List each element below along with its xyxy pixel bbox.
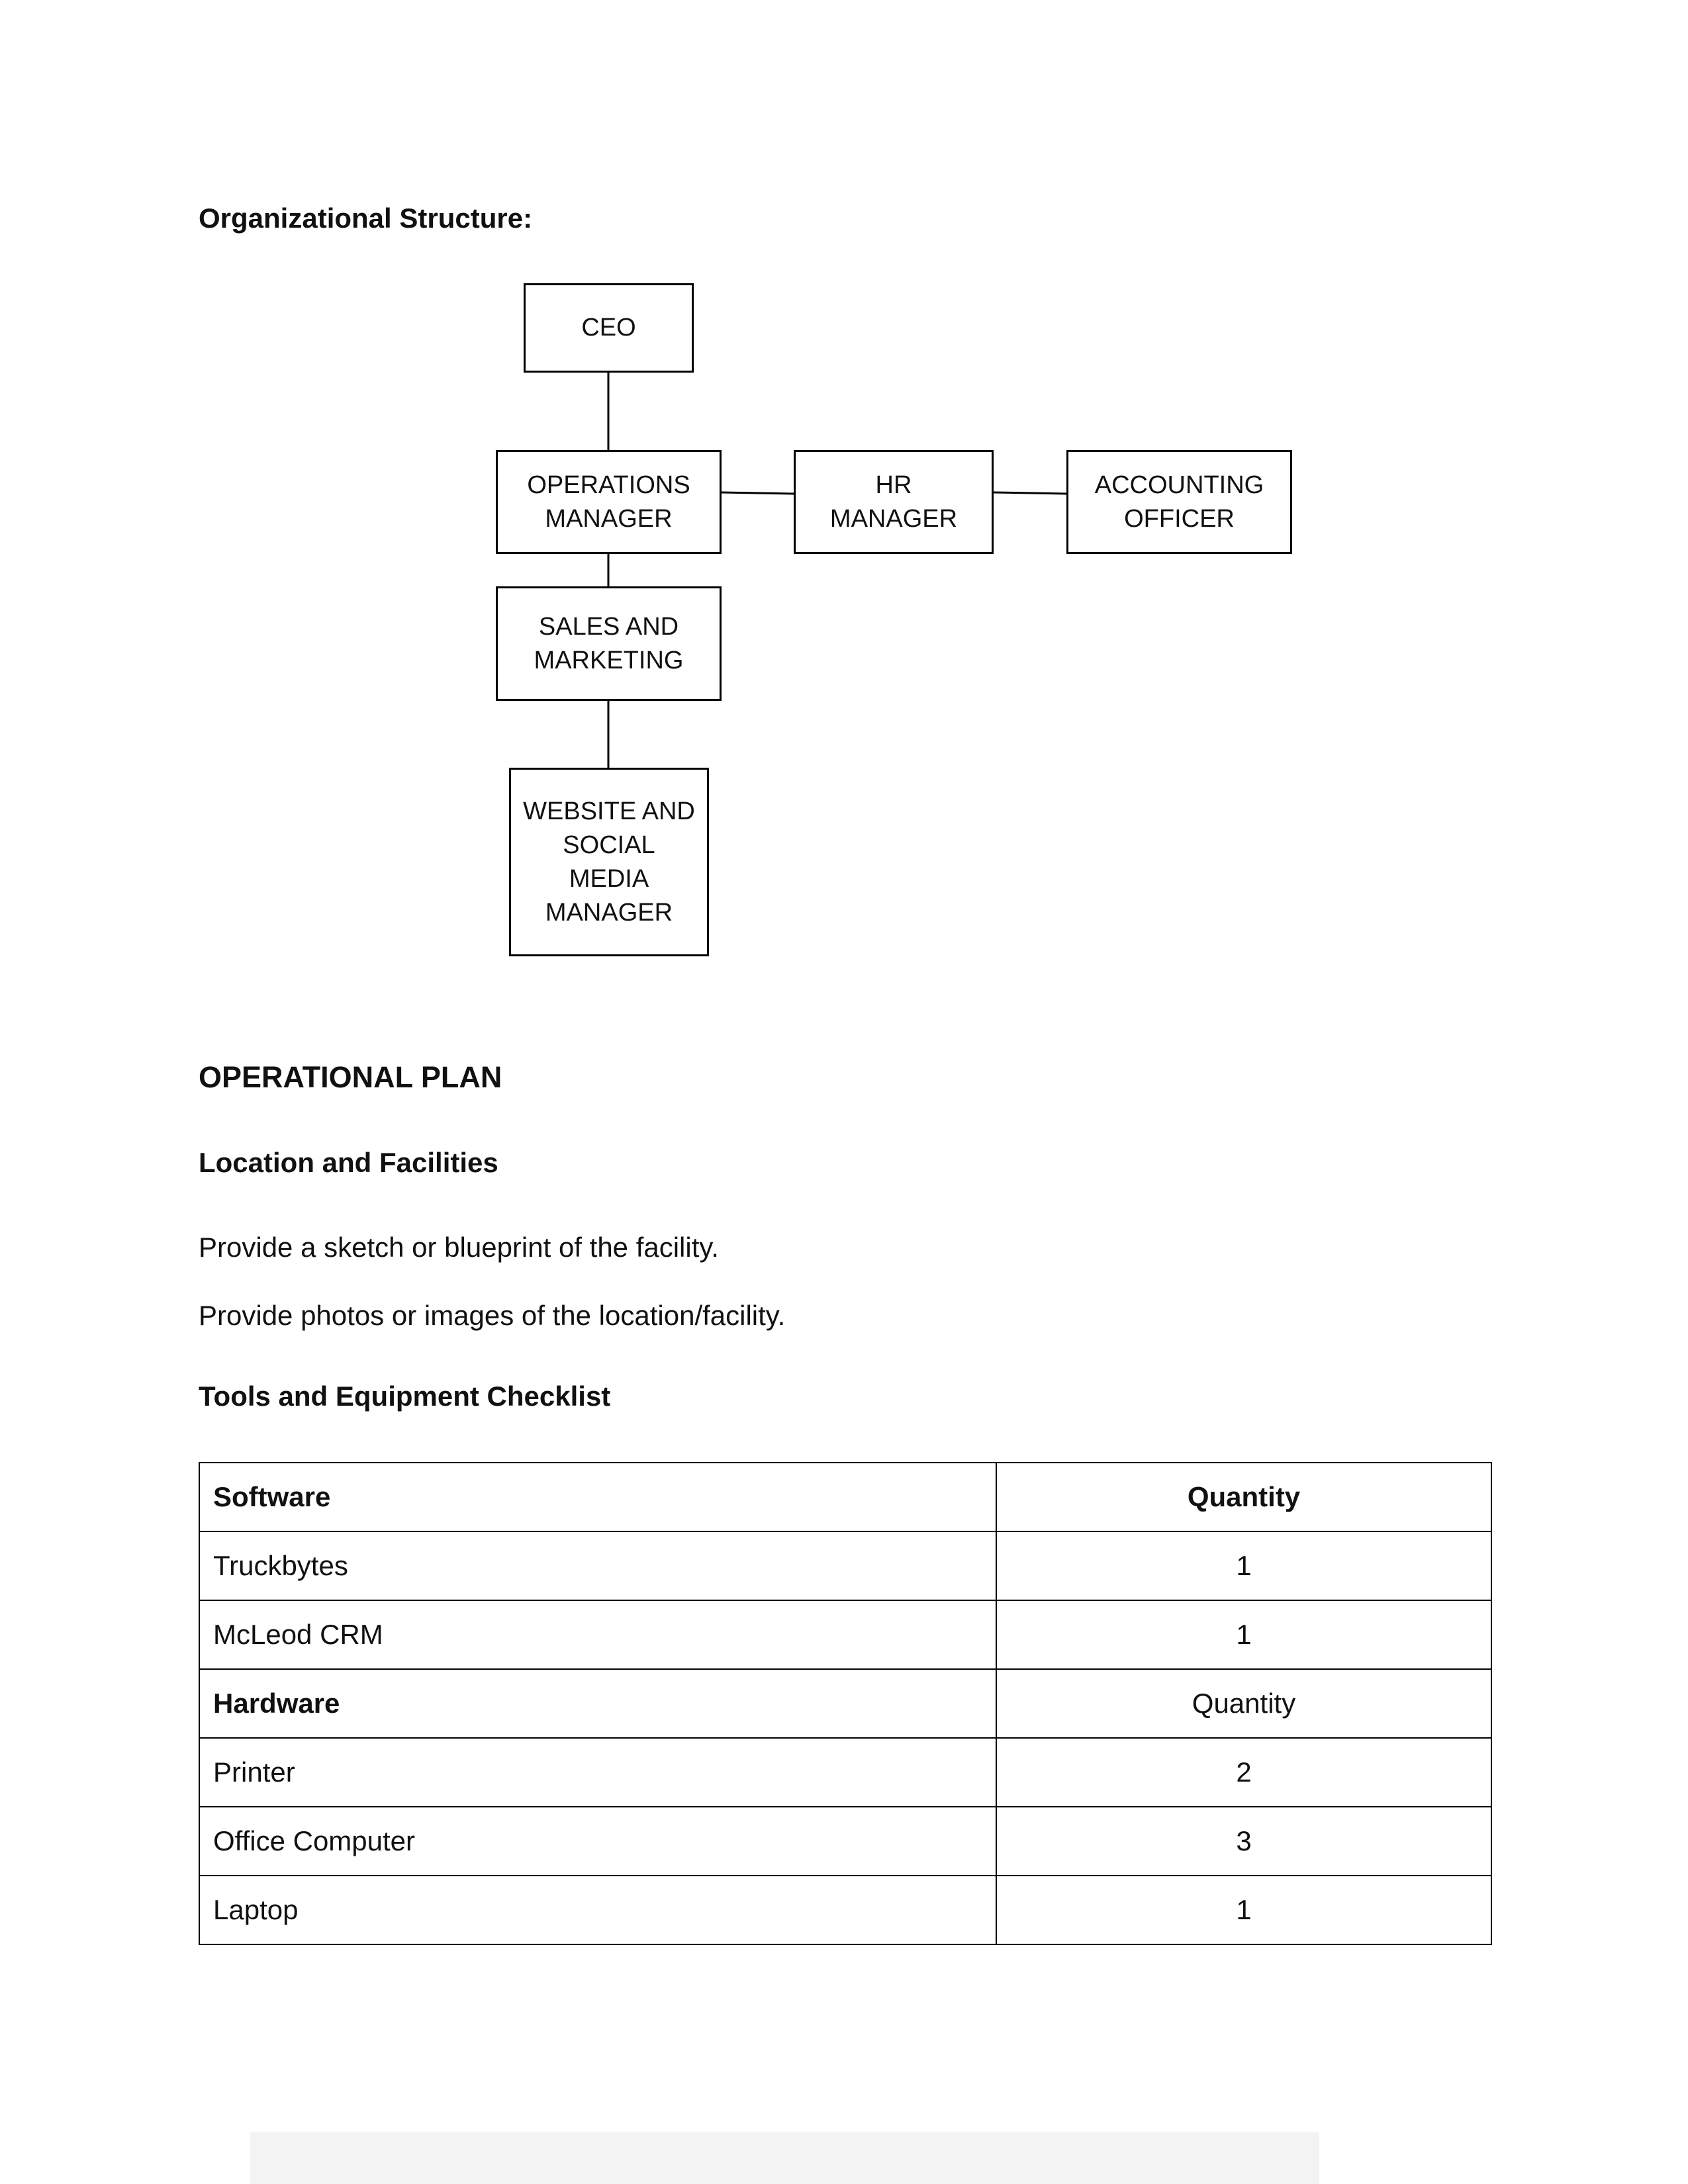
connector-hr-accounting xyxy=(994,492,1066,494)
org-structure-heading: Organizational Structure: xyxy=(199,203,533,234)
table-cell-quantity: 1 xyxy=(996,1531,1491,1600)
table-cell-item: Office Computer xyxy=(199,1807,996,1876)
connector-operations-hr xyxy=(722,492,794,494)
org-node-label: SALES AND MARKETING xyxy=(534,612,684,674)
org-node-ceo xyxy=(524,283,694,373)
table-row xyxy=(199,1807,1491,1876)
org-node-label: WEBSITE AND SOCIAL MEDIA MANAGER xyxy=(523,797,695,927)
table-cell-quantity: 1 xyxy=(996,1876,1491,1944)
org-node-hr-manager xyxy=(794,450,994,554)
paragraph-photos: Provide photos or images of the location/facility. xyxy=(199,1300,786,1331)
paragraph-sketch: Provide a sketch or blueprint of the facility. xyxy=(199,1232,719,1263)
table-row xyxy=(199,1600,1491,1669)
table-cell-item: Truckbytes xyxy=(199,1531,996,1600)
org-node-operations-manager xyxy=(496,450,722,554)
table-cell-quantity: 2 xyxy=(996,1738,1491,1807)
table-row xyxy=(199,1876,1491,1944)
org-chart-connectors xyxy=(0,0,1688,993)
table-header-row-hardware xyxy=(199,1669,1491,1738)
table-cell-quantity-header: Quantity xyxy=(996,1669,1491,1738)
operational-plan-heading: OPERATIONAL PLAN xyxy=(199,1060,502,1094)
org-node-label: OPERATIONS MANAGER xyxy=(527,471,690,533)
org-node-label: HR MANAGER xyxy=(829,471,958,533)
table-cell-quantity: 1 xyxy=(996,1600,1491,1669)
org-node-label: ACCOUNTING OFFICER xyxy=(1094,471,1264,533)
org-node-web-social-manager xyxy=(509,768,709,956)
tools-equipment-heading: Tools and Equipment Checklist xyxy=(199,1381,611,1412)
table-header-row-software xyxy=(199,1463,1491,1531)
location-facilities-heading: Location and Facilities xyxy=(199,1147,498,1178)
org-node-accounting-officer xyxy=(1066,450,1292,554)
table-cell-item: Laptop xyxy=(199,1876,996,1944)
table-cell-category: Hardware xyxy=(199,1669,996,1738)
table-cell-category: Software xyxy=(199,1463,996,1531)
org-node-sales-marketing xyxy=(496,586,722,701)
page-footer-bar xyxy=(250,2132,1319,2184)
org-node-label: CEO xyxy=(581,314,636,341)
equipment-table xyxy=(199,1462,1492,1945)
table-row xyxy=(199,1738,1491,1807)
table-cell-item: Printer xyxy=(199,1738,996,1807)
table-cell-quantity: 3 xyxy=(996,1807,1491,1876)
table-cell-item: McLeod CRM xyxy=(199,1600,996,1669)
org-chart xyxy=(0,0,1688,993)
table-row xyxy=(199,1531,1491,1600)
table-cell-quantity-header: Quantity xyxy=(996,1463,1491,1531)
